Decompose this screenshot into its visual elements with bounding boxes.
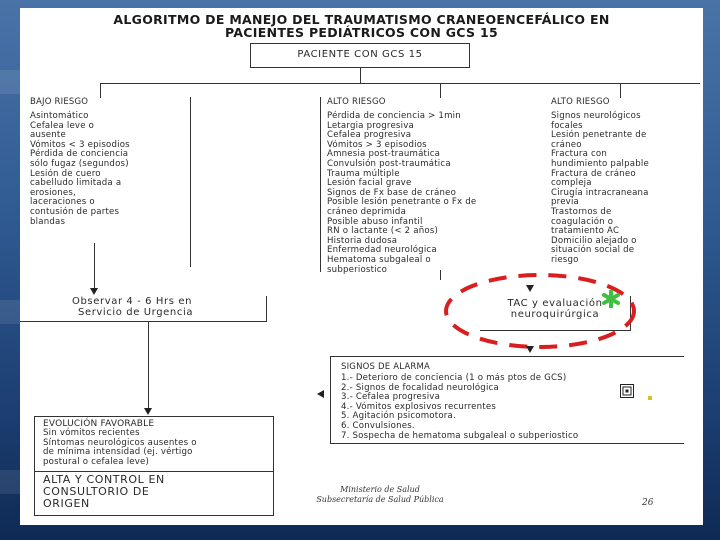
list-item: Fractura de cráneo: [551, 168, 636, 179]
title-line-1: ALGORITMO DE MANEJO DEL TRAUMATISMO CRANEOENCEFÁLICO EN: [113, 12, 610, 27]
list-item: coagulación o: [551, 216, 614, 227]
signos-alarma-header: SIGNOS DE ALARMA: [341, 362, 431, 372]
diagram-title: [20, 13, 703, 39]
arrow-head-evolucion: [144, 408, 152, 415]
arrow-line-evolucion: [148, 322, 149, 410]
list-item: Letargia progresiva: [327, 120, 414, 131]
list-item: 5. Agitación psicomotora.: [341, 411, 456, 422]
list-item: Hematoma subgaleal o: [327, 254, 431, 265]
footer-ministerio: Ministerio de Salud: [340, 485, 420, 494]
list-item: Enfermedad neurológica: [327, 245, 437, 256]
evolucion-box: [34, 416, 274, 516]
list-item: Lesión facial grave: [327, 178, 412, 189]
list-item: erosiones,: [30, 187, 76, 198]
list-item: 7. Sospecha de hematoma subgaleal o subperiostico: [341, 430, 579, 441]
list-item: RN o lactante (< 2 años): [327, 226, 439, 237]
footer: [280, 485, 480, 505]
list-item: Cefalea progresiva: [327, 130, 412, 141]
arrow-head-signos: [526, 346, 534, 353]
connector-right: [620, 83, 621, 98]
list-item: 1.- Deterioro de conciencia (1 o más ptos de GCS): [341, 373, 567, 383]
arrow-head-observar: [90, 288, 98, 295]
list-item: 4.- Vómitos explosivos recurrentes: [341, 401, 497, 412]
list-item: Fractura con: [551, 149, 608, 160]
bajo-riesgo-header: BAJO RIESGO: [30, 97, 89, 107]
list-item: postural o cefalea leve): [43, 456, 150, 467]
list-item: Vómitos > 3 episodios: [327, 139, 427, 150]
alto-riesgo-1-list: [321, 112, 521, 275]
list-item: ausente: [30, 130, 66, 141]
arrow-line-observar: [94, 243, 95, 289]
list-item: tratamiento AC: [551, 226, 620, 237]
list-item: Trastornos de: [551, 206, 612, 217]
asterisk-star-icon: [602, 290, 620, 308]
list-item: Síntomas neurológicos ausentes o: [43, 437, 197, 448]
slide: [20, 8, 703, 525]
list-item: Lesión penetrante de: [551, 130, 647, 141]
list-item: Signos neurológicos: [551, 111, 641, 121]
list-item: Asintomático: [30, 111, 89, 121]
list-item: Trauma múltiple: [327, 168, 400, 179]
bajo-riesgo-box: [30, 97, 191, 267]
connector-left: [100, 83, 101, 98]
list-item: Amnesia post-traumática: [327, 149, 441, 160]
bajo-riesgo-list: [30, 112, 190, 227]
observar-line-1: Observar 4 - 6 Hrs en: [72, 296, 193, 307]
observar-node: [20, 296, 267, 322]
list-item: Convulsión post-traumática: [327, 158, 451, 169]
list-item: de mínima intensidad (ej. vértigo: [43, 447, 193, 458]
signos-alarma-box: [330, 356, 684, 444]
list-item: cráneo: [551, 139, 582, 150]
page-number: 26: [642, 498, 654, 508]
connector-middle: [440, 83, 441, 98]
list-item: Pérdida de conciencia > 1min: [327, 111, 461, 121]
list-item: sólo fugaz (segundos): [30, 158, 129, 169]
spiral-square-icon: [620, 384, 634, 398]
tac-line-2: neuroquirúrgica: [510, 309, 600, 320]
connector-horizontal: [100, 83, 700, 84]
list-item: Vómitos < 3 episodios: [30, 139, 130, 150]
alto-riesgo-2-box: [545, 97, 703, 272]
alta-line-3: ORIGEN: [43, 497, 90, 511]
alto-riesgo-2-list: [545, 112, 703, 266]
list-item: cabelludo limitada a: [30, 178, 122, 189]
list-item: Cirugía intracraneana: [551, 187, 649, 198]
list-item: 2.- Signos de focalidad neurológica: [341, 382, 499, 393]
list-item: Sin vómitos recientes: [43, 428, 140, 438]
start-node-label: PACIENTE CON GCS 15: [297, 49, 423, 60]
evolucion-list: [35, 429, 273, 467]
list-item: 6. Convulsiones.: [341, 420, 415, 431]
arrow-head-signos-left: [317, 390, 324, 398]
list-item: previa: [551, 197, 580, 208]
list-item: Cefalea leve o: [30, 120, 95, 131]
list-item: blandas: [30, 216, 66, 227]
connector-start: [360, 68, 361, 83]
list-item: Lesión de cuero: [30, 168, 101, 179]
observar-line-2: Servicio de Urgencia: [78, 307, 194, 318]
alto-riesgo-2-header: ALTO RIESGO: [551, 97, 610, 107]
alta-line-1: ALTA Y CONTROL EN: [43, 473, 165, 487]
list-item: Pérdida de conciencia: [30, 149, 129, 160]
list-item: subperiostico: [327, 264, 388, 275]
list-item: riesgo: [551, 254, 579, 265]
footer-subsecretaria: Subsecretaría de Salud Pública: [316, 495, 444, 504]
tac-line-1: TAC y evaluación: [507, 298, 603, 309]
list-item: Domicilio alejado o: [551, 235, 637, 246]
list-item: 3.- Cefalea progresiva: [341, 392, 441, 403]
alta-line-2: CONSULTORIO DE: [43, 485, 150, 499]
list-item: Signos de Fx base de cráneo: [327, 187, 457, 198]
alto-riesgo-1-box: [320, 97, 521, 275]
list-item: hundimiento palpable: [551, 158, 649, 169]
list-item: situación social de: [551, 245, 635, 256]
dot-icon: [648, 396, 652, 400]
evolucion-header: EVOLUCIÓN FAVORABLE: [43, 419, 155, 429]
list-item: focales: [551, 120, 583, 131]
list-item: compleja: [551, 178, 592, 189]
list-item: Posible lesión penetrante o Fx de: [327, 197, 477, 208]
alta-node: [35, 471, 273, 510]
list-item: laceraciones o: [30, 197, 95, 208]
highlight-ellipse: [440, 266, 640, 356]
list-item: Historia dudosa: [327, 235, 398, 246]
title-line-2: PACIENTES PEDIÁTRICOS CON GCS 15: [225, 25, 498, 40]
alto-riesgo-1-header: ALTO RIESGO: [327, 97, 386, 107]
start-node: [250, 43, 470, 68]
list-item: cráneo deprimida: [327, 206, 407, 217]
list-item: contusión de partes: [30, 206, 120, 217]
list-item: Posible abuso infantil: [327, 216, 423, 227]
